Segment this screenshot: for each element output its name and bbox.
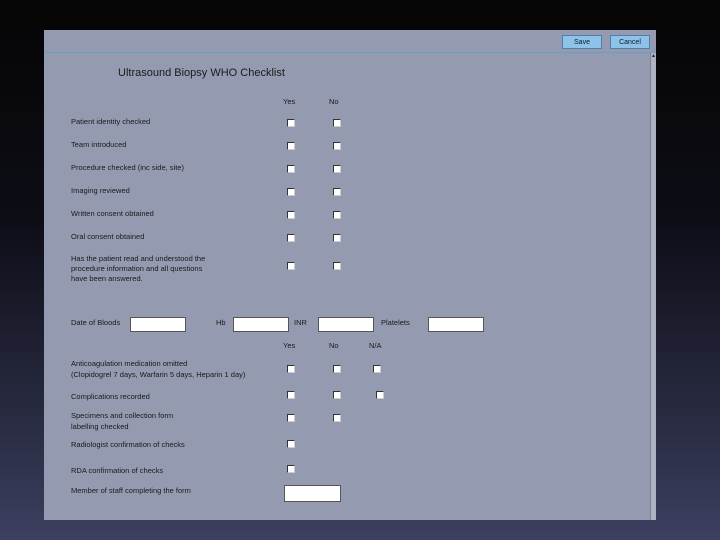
column-header-yes-2: Yes <box>283 341 296 350</box>
patient-understood-label-line-3: have been answered. <box>71 274 143 283</box>
toolbar <box>44 30 656 53</box>
anticoagulation-yes-checkbox[interactable] <box>287 365 295 373</box>
written-consent-no-checkbox[interactable] <box>333 211 341 219</box>
platelets-input[interactable] <box>428 317 484 332</box>
rda-confirmation-label: RDA confirmation of checks <box>71 466 164 475</box>
team-introduced-yes-checkbox[interactable] <box>287 142 295 150</box>
patient-identity-no-checkbox[interactable] <box>333 119 341 127</box>
cancel-button[interactable]: Cancel <box>610 35 650 49</box>
procedure-checked-yes-checkbox[interactable] <box>287 165 295 173</box>
patient-understood-label-line-1: Has the patient read and understood the <box>71 254 206 263</box>
procedure-checked-no-checkbox[interactable] <box>333 165 341 173</box>
complications-recorded-label: Complications recorded <box>71 392 150 401</box>
platelets-label: Platelets <box>381 318 410 327</box>
oral-consent-yes-checkbox[interactable] <box>287 234 295 242</box>
patient-understood-no-checkbox[interactable] <box>333 262 341 270</box>
hb-label: Hb <box>216 318 226 327</box>
staff-member-label: Member of staff completing the form <box>71 486 191 495</box>
complications-recorded-yes-checkbox[interactable] <box>287 391 295 399</box>
checklist-window <box>44 30 656 520</box>
rda-confirmation-yes-checkbox[interactable] <box>287 465 295 473</box>
written-consent-label: Written consent obtained <box>71 209 154 218</box>
oral-consent-label: Oral consent obtained <box>71 232 145 241</box>
inr-input[interactable] <box>318 317 374 332</box>
complications-recorded-na-checkbox[interactable] <box>376 391 384 399</box>
specimens-label-line-2: labelling checked <box>71 422 129 431</box>
specimens-yes-checkbox[interactable] <box>287 414 295 422</box>
column-header-na: N/A <box>369 341 382 350</box>
column-header-no: No <box>329 97 339 106</box>
vertical-scrollbar[interactable] <box>650 53 656 520</box>
hb-input[interactable] <box>233 317 289 332</box>
patient-understood-label-line-2: procedure information and all questions <box>71 264 203 273</box>
imaging-reviewed-yes-checkbox[interactable] <box>287 188 295 196</box>
inr-label: INR <box>294 318 307 327</box>
patient-identity-label: Patient identity checked <box>71 117 151 126</box>
complications-recorded-no-checkbox[interactable] <box>333 391 341 399</box>
imaging-reviewed-label: Imaging reviewed <box>71 186 130 195</box>
scroll-up-arrow-icon[interactable]: ▲ <box>651 53 656 59</box>
oral-consent-no-checkbox[interactable] <box>333 234 341 242</box>
staff-member-input[interactable] <box>284 485 341 502</box>
column-header-yes: Yes <box>283 97 296 106</box>
save-button[interactable]: Save <box>562 35 602 49</box>
specimens-no-checkbox[interactable] <box>333 414 341 422</box>
patient-identity-yes-checkbox[interactable] <box>287 119 295 127</box>
radiologist-confirmation-label: Radiologist confirmation of checks <box>71 440 185 449</box>
anticoagulation-label-line-2: (Clopidogrel 7 days, Warfarin 5 days, Heparin 1 day) <box>71 370 246 379</box>
column-header-no-2: No <box>329 341 339 350</box>
anticoagulation-na-checkbox[interactable] <box>373 365 381 373</box>
anticoagulation-no-checkbox[interactable] <box>333 365 341 373</box>
written-consent-yes-checkbox[interactable] <box>287 211 295 219</box>
form-title: Ultrasound Biopsy WHO Checklist <box>118 67 285 79</box>
team-introduced-label: Team introduced <box>71 140 127 149</box>
anticoagulation-label-line-1: Anticoagulation medication omitted <box>71 359 188 368</box>
date-of-bloods-label: Date of Bloods <box>71 318 121 327</box>
date-of-bloods-input[interactable] <box>130 317 186 332</box>
patient-understood-yes-checkbox[interactable] <box>287 262 295 270</box>
imaging-reviewed-no-checkbox[interactable] <box>333 188 341 196</box>
procedure-checked-label: Procedure checked (inc side, site) <box>71 163 184 172</box>
specimens-label-line-1: Specimens and collection form <box>71 411 174 420</box>
radiologist-confirmation-yes-checkbox[interactable] <box>287 440 295 448</box>
team-introduced-no-checkbox[interactable] <box>333 142 341 150</box>
